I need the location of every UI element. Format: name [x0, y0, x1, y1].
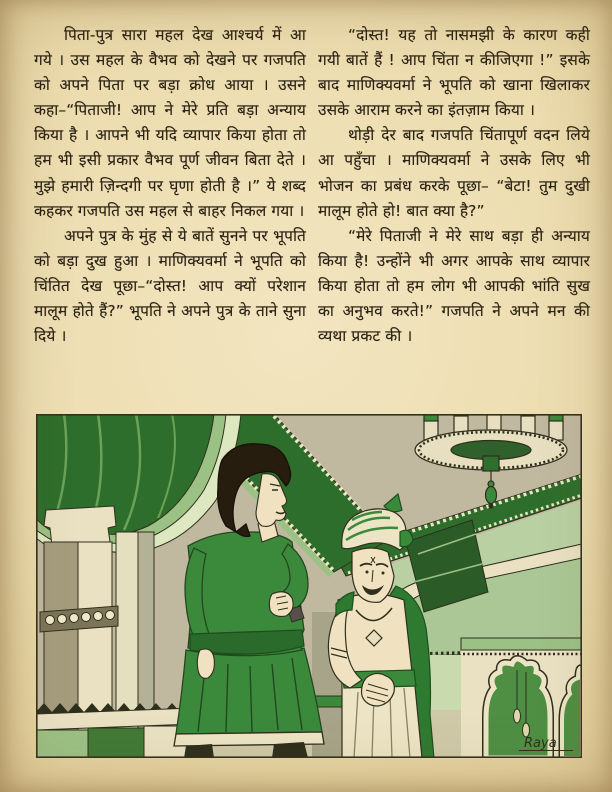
paragraph: “मेरे पिताजी ने मेरे साथ बड़ा ही अन्याय किया है! उन्होंने भी अगर आपके साथ व्यापार किया होता तो हम लोग भी आपकी भांति सुख का अनुभव करते!” गजपति ने अपने मन की व्यथा प्रकट की ।: [318, 226, 590, 346]
paragraph: अपने पुत्र के मुंह से ये बातें सुनने पर भूपति को बड़ा दुख हुआ । माणिक्यवर्मा ने भूपति को चिंतित देख पूछा–“दोस्त! आप क्यों परेशान मालूम होते हैं?” भूपति ने अपने पुत्र के ताने सुना दिये ।: [34, 226, 306, 346]
cusped-arches: [461, 638, 582, 758]
svg-text:Raya: Raya: [524, 736, 557, 751]
text-column-right: [318, 23, 590, 349]
paragraph: “दोस्त! यह तो नासमझी के कारण कही गयी बातें हैं ! आप चिंता न कीजिएगा !” इसके बाद माणिक्यवर्मा ने भूपति को खाना खिलाकर उसके आराम करने का इंतज़ाम किया ।: [318, 26, 590, 120]
paragraph: पिता-पुत्र सारा महल देख आश्चर्य में आ गये । उस महल के वैभव को देखने पर गजपति को अपने पिता पर बड़ा क्रोध आया । उसने कहा–“पिताजी! आप ने मेरे प्रति बड़ा अन्याय किया है । आपने भी यदि व्यापार किया होता तो हम भी इसी प्रकार वैभव पूर्ण जीवन बिता देते । मुझे हमारी ज़िन्दगी पर घृणा होती है ।” ये शब्द कहकर गजपति उस महल से बाहर निकल गया ।: [34, 26, 306, 220]
paragraph: थोड़ी देर बाद गजपति चिंतापूर्ण वदन लिये आ पहुँचा । माणिक्यवर्मा ने उसके लिए भी भोजन का प्रबंध करके पूछा– “बेटा! तुम दुखी मालूम होते हो! बात क्या है?”: [318, 126, 590, 220]
story-text: [34, 23, 590, 349]
text-column-left: [34, 23, 306, 349]
story-illustration: [36, 414, 582, 758]
